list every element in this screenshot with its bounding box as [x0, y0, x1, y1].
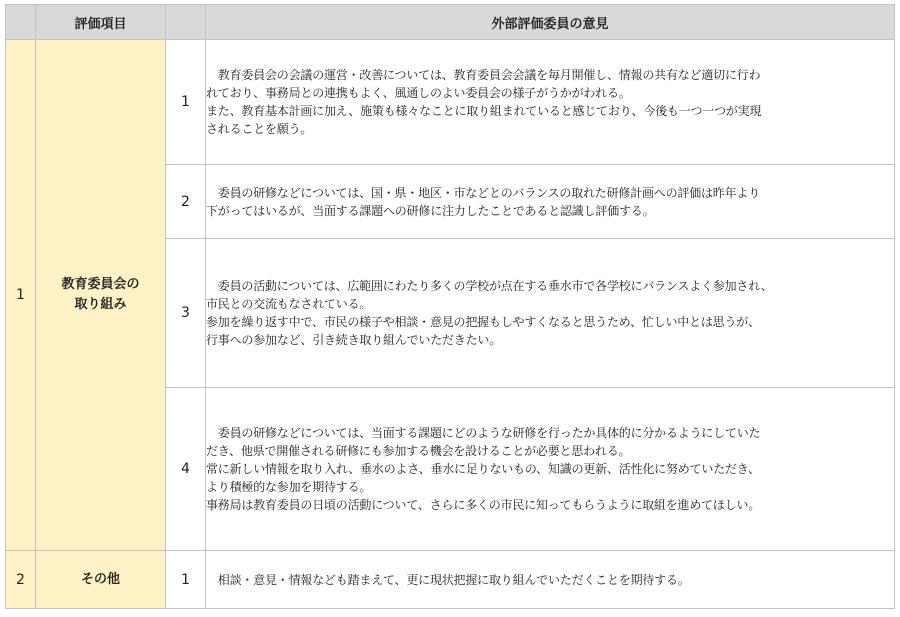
section-item-label: [36, 40, 166, 551]
evaluation-table: [5, 4, 895, 609]
opinion-line: 委員の研修などについては、当面する課題にどのような研修を行ったか具体的に分かるようにしていた: [206, 426, 761, 440]
opinion-line: されることを願う。: [206, 122, 313, 136]
opinion-line: だき、他県で開催される研修にも参加する機会を設けることが必要と思われる。: [206, 444, 631, 458]
sub-number: 1: [166, 551, 206, 609]
opinion-text: [206, 388, 895, 551]
opinion-text: [206, 551, 895, 609]
opinion-line: 市民との交流もなされている。: [206, 297, 372, 311]
opinion-line: 委員の活動については、広範囲にわたり多くの学校が点在する垂水市で各学校にバランスよく参加され、: [206, 279, 773, 293]
opinion-text: [206, 165, 895, 239]
section-item-line: 教育委員会の: [61, 277, 140, 292]
sub-number: 1: [166, 40, 206, 165]
opinion-line: れており、事務局との連携もよく、風通しのよい委員会の様子がうかがわれる。: [206, 86, 631, 100]
section-item-line: その他: [80, 571, 120, 587]
section-item-line: 取り組み: [74, 297, 127, 312]
opinion-line: より積極的な参加を期待する。: [206, 480, 372, 494]
header-item: 評価項目: [36, 5, 166, 40]
opinion-line: 委員の研修などについては、国・県・地区・市などとのバランスの取れた研修計画への評価は昨年より: [206, 185, 761, 200]
opinion-line: 事務局は教育委員の日頃の活動について、さらに多くの市民に知ってもらうように取組を進めてほしい。: [206, 498, 761, 512]
table-row: [6, 551, 895, 609]
opinion-text: [206, 40, 895, 165]
opinion-line: 下がってはいるが、当面する課題への研修に注力したことであると認識し評価する。: [206, 203, 655, 218]
sub-number: 2: [166, 165, 206, 239]
opinion-line: 常に新しい情報を取り入れ、垂水のよさ、垂水に足りないもの、知識の更新、活性化に努めていただき、: [206, 462, 760, 476]
table-row: [6, 40, 895, 165]
header-number-cell: [6, 5, 36, 40]
opinion-line: また、教育基本計画に加え、施策も様々なことに取り組まれていると感じており、今後も一つ一つが実現: [206, 104, 762, 118]
opinion-line: 相談・意見・情報なども踏まえて、更に現状把握に取り組んでいただくことを期待する。: [206, 572, 690, 587]
header-sub-number-cell: [166, 5, 206, 40]
opinion-line: 行事への参加など、引き続き取り組んでいただきたい。: [206, 333, 502, 347]
table-header-row: [6, 5, 895, 40]
section-item-label: [36, 551, 166, 609]
opinion-line: 教育委員会の会議の運営・改善については、教育委員会会議を毎月開催し、情報の共有など適切に行わ: [206, 68, 761, 82]
header-opinion: 外部評価委員の意見: [206, 5, 895, 40]
section-number: 1: [6, 40, 36, 551]
section-number: 2: [6, 551, 36, 609]
opinion-line: 参加を繰り返す中で、市民の様子や相談・意見の把握もしやすくなると思うため、忙しい中とは思うが、: [206, 315, 760, 329]
sub-number: 3: [166, 239, 206, 388]
sub-number: 4: [166, 388, 206, 551]
opinion-text: [206, 239, 895, 388]
